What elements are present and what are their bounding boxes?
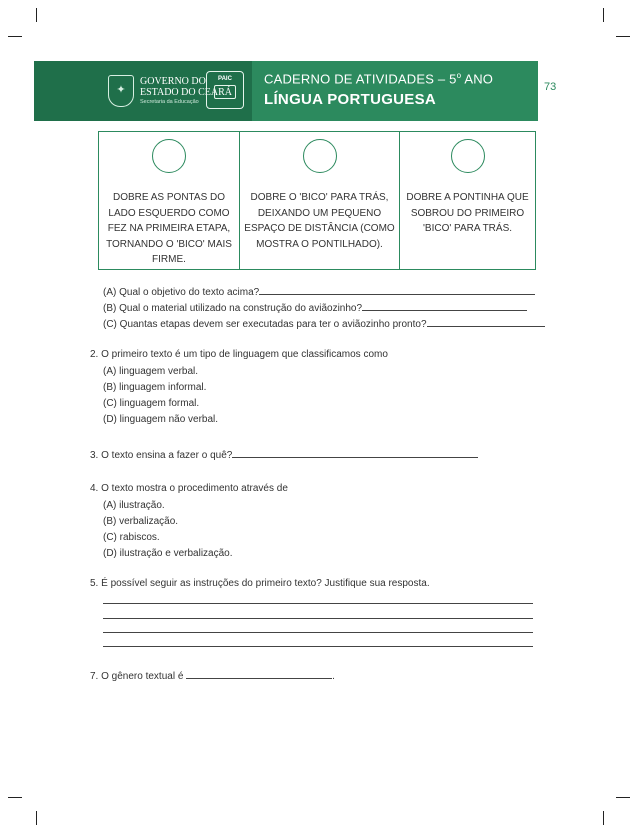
step-instruction: DOBRE AS PONTAS DO LADO ESQUERDO COMO FEZ NA PRIMEIRA ETAPA, TORNANDO O 'BICO' MAIS FIRME. (106, 192, 232, 265)
question-1c: (C) Quantas etapas devem ser executadas para ter o aviãozinho pronto? (103, 317, 545, 330)
answer-line[interactable] (103, 646, 533, 647)
step-circle (303, 139, 337, 173)
crop-mark (603, 811, 604, 825)
crop-mark (616, 797, 630, 798)
option-item: (D) linguagem não verbal. (103, 414, 219, 425)
crop-mark (8, 797, 22, 798)
option-item: (A) ilustração. (103, 500, 165, 511)
question-5-stem: 5. É possível seguir as instruções do primeiro texto? Justifique sua resposta. (90, 578, 430, 589)
notebook-title: CADERNO DE ATIVIDADES – 5$^o$ ANO (264, 71, 494, 87)
government-logo-area (34, 61, 252, 121)
answer-blank[interactable] (427, 317, 545, 327)
step-cell (400, 132, 535, 269)
subject-title: LÍNGUA PORTUGUESA (264, 91, 437, 108)
crop-mark (36, 811, 37, 825)
option-item: (C) linguagem formal. (103, 398, 200, 409)
header-band (34, 61, 538, 121)
crop-mark (603, 8, 604, 22)
ceara-crest-icon: ✦ (108, 75, 134, 107)
answer-blank[interactable] (232, 448, 478, 458)
page-number: 73 (544, 81, 557, 93)
option-item: (C) rabiscos. (103, 532, 160, 543)
crop-mark (8, 36, 22, 37)
question-3-stem: 3. O texto ensina a fazer o quê? (90, 448, 478, 461)
answer-blank[interactable] (186, 669, 332, 679)
question-2-stem: 2. O primeiro texto é um tipo de linguagem que classificamos como (90, 349, 388, 360)
answer-line[interactable] (103, 603, 533, 604)
crop-mark (616, 36, 630, 37)
question-7-stem: 7. O gênero textual é . (90, 671, 335, 682)
step-instruction: DOBRE A PONTINHA QUE SOBROU DO PRIMEIRO 'BICO' PARA TRÁS. (406, 192, 529, 234)
step-cell (240, 132, 400, 269)
crop-mark (36, 8, 37, 22)
question-1a: (A) Qual o objetivo do texto acima? (103, 285, 535, 298)
government-logo-text: GOVERNO DO ESTADO DO CEARÁ (140, 76, 232, 98)
answer-blank[interactable] (362, 301, 527, 311)
answer-line[interactable] (103, 632, 533, 633)
question-1b: (B) Qual o material utilizado na construção do aviãozinho? (103, 301, 527, 314)
step-circle (451, 139, 485, 173)
option-item: (B) linguagem informal. (103, 382, 207, 393)
step-cell (99, 132, 240, 269)
folding-steps-table (98, 131, 536, 270)
secretaria-label: Secretaria da Educação (140, 99, 199, 105)
book-icon (214, 85, 236, 99)
paic-logo-icon: PAIC (206, 71, 244, 109)
answer-blank[interactable] (259, 285, 535, 295)
question-4-stem: 4. O texto mostra o procedimento através de (90, 483, 288, 494)
option-item: (D) ilustração e verbalização. (103, 548, 233, 559)
answer-line[interactable] (103, 618, 533, 619)
step-instruction: DOBRE O 'BICO' PARA TRÁS, DEIXANDO UM PEQUENO ESPAÇO DE DISTÂNCIA (COMO MOSTRA O PONTILHADO). (244, 192, 395, 250)
option-item: (A) linguagem verbal. (103, 366, 199, 377)
step-circle (152, 139, 186, 173)
option-item: (B) verbalização. (103, 516, 179, 527)
